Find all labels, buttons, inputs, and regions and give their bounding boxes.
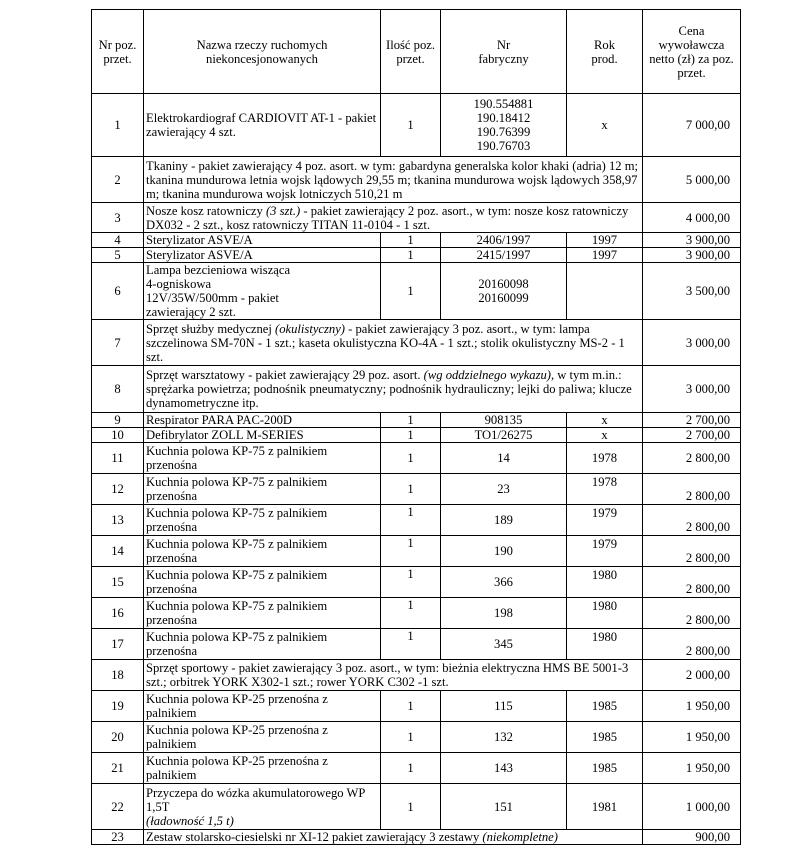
row-nazwa: Kuchnia polowa KP-75 z palnikiem przenośna <box>144 629 381 660</box>
row-fabryczny: 143 <box>441 753 567 784</box>
row-nr: 5 <box>92 248 144 263</box>
row-rok: 1985 <box>567 691 643 722</box>
row-cena <box>643 505 741 536</box>
year-value: 1980 <box>591 599 618 613</box>
table-row <box>92 233 741 248</box>
row-ilosc: 1 <box>381 536 441 567</box>
table-row <box>92 413 741 428</box>
row-cena <box>643 629 741 660</box>
serial-number: 190.76703 <box>476 139 531 153</box>
row-nr: 11 <box>92 443 144 474</box>
row-fabryczny: 2415/1997 <box>441 248 567 263</box>
row-cena <box>643 598 741 629</box>
serial-number: 20160098 <box>478 277 529 291</box>
table-row <box>92 94 741 157</box>
row-fabryczny: 115 <box>441 691 567 722</box>
nazwa-text: Sprzęt warsztatowy - pakiet zawierający 29 poz. asort. <box>146 368 424 382</box>
nazwa-text: - pakiet zawierający 3 poz. asort., w tym: lampa szczelinowa SM-70N - 1 szt.; kaseta okulistyczna KO-4A - 1 szt.; stolik okulistyczny MS-2 - 1 szt. <box>146 321 625 364</box>
row-fabryczny: 366 <box>441 567 567 598</box>
row-nazwa <box>144 366 643 413</box>
row-nazwa: Kuchnia polowa KP-25 przenośna z palnikiem <box>144 753 381 784</box>
row-fabryczny: 189 <box>441 505 567 536</box>
nazwa-italic: (3 szt.) <box>265 203 301 218</box>
row-nr: 1 <box>92 94 144 157</box>
price-value: 2 800,00 <box>685 613 730 627</box>
row-cena: 2 800,00 <box>643 443 741 474</box>
row-nr: 6 <box>92 263 144 320</box>
row-cena <box>643 474 741 505</box>
row-ilosc: 1 <box>381 474 441 505</box>
serial-number: 190.554881 <box>473 97 534 111</box>
price-value: 2 800,00 <box>685 551 730 565</box>
table-row <box>92 428 741 443</box>
row-rok: x <box>567 428 643 443</box>
row-cena: 1 950,00 <box>643 753 741 784</box>
row-cena: 1 950,00 <box>643 722 741 753</box>
table-row <box>92 567 741 598</box>
row-ilosc: 1 <box>381 443 441 474</box>
row-nazwa: Kuchnia polowa KP-75 z palnikiem przenośna <box>144 567 381 598</box>
row-cena: 3 900,00 <box>643 233 741 248</box>
row-ilosc: 1 <box>381 233 441 248</box>
header-row <box>92 10 741 94</box>
row-fabryczny: 2406/1997 <box>441 233 567 248</box>
row-cena: 3 500,00 <box>643 263 741 320</box>
row-fabryczny: 132 <box>441 722 567 753</box>
row-cena: 1 000,00 <box>643 784 741 830</box>
row-cena: 3 900,00 <box>643 248 741 263</box>
row-fabryczny: 151 <box>441 784 567 830</box>
row-rok <box>567 567 643 598</box>
header-fabryczny: Nr fabryczny <box>441 10 567 94</box>
row-cena: 3 000,00 <box>643 320 741 366</box>
row-cena: 1 950,00 <box>643 691 741 722</box>
row-nazwa: Sprzęt sportowy - pakiet zawierający 3 poz. asort., w tym: bieżnia elektryczna HMS BE 5001-3 szt.; orbitrek YORK X302-1 szt.; rower YORK C302 -1 szt. <box>144 660 643 691</box>
row-fabryczny: 345 <box>441 629 567 660</box>
table-row <box>92 660 741 691</box>
row-nazwa: Kuchnia polowa KP-75 z palnikiem przenośna <box>144 598 381 629</box>
header-ilosc: Ilość poz. przet. <box>381 10 441 94</box>
table-row <box>92 474 741 505</box>
row-rok <box>567 505 643 536</box>
row-rok: x <box>567 94 643 157</box>
row-nazwa <box>144 784 381 830</box>
serial-number: 190.76399 <box>476 125 531 139</box>
table-row <box>92 203 741 233</box>
nazwa-text: - pakiet zawierający 2 poz. asort., w tym: nosze kosz ratowniczy DX032 - 2 szt., kosz ratowniczy TITAN 11-0104 - 1 szt. <box>146 203 629 232</box>
nazwa-text: Sprzęt służby medycznej <box>146 321 276 336</box>
table-row <box>92 505 741 536</box>
row-nr: 7 <box>92 320 144 366</box>
table-row <box>92 753 741 784</box>
row-ilosc: 1 <box>381 691 441 722</box>
serial-number: 20160099 <box>478 291 529 305</box>
row-rok: x <box>567 413 643 428</box>
row-ilosc: 1 <box>381 567 441 598</box>
row-rok: 1985 <box>567 753 643 784</box>
table-row <box>92 157 741 203</box>
row-fabryczny: 14 <box>441 443 567 474</box>
row-rok: 1981 <box>567 784 643 830</box>
row-cena: 2 000,00 <box>643 660 741 691</box>
row-cena: 7 000,00 <box>643 94 741 157</box>
year-value: 1979 <box>591 506 618 520</box>
nazwa-text: , w tym m.in.: sprężarka powietrza; podnośnik pneumatyczny; podnośnik hydrauliczny; lejki do paliwa; klucze dynamometryczne itp. <box>146 368 632 410</box>
row-cena: 3 000,00 <box>643 366 741 413</box>
year-value: 1979 <box>591 537 618 551</box>
row-ilosc: 1 <box>381 94 441 157</box>
row-nazwa: Kuchnia polowa KP-25 przenośna z palnikiem <box>144 722 381 753</box>
row-ilosc: 1 <box>381 753 441 784</box>
row-ilosc: 1 <box>381 248 441 263</box>
row-ilosc: 1 <box>381 629 441 660</box>
row-nr: 10 <box>92 428 144 443</box>
row-nazwa: Tkaniny - pakiet zawierający 4 poz. asort. w tym: gabardyna generalska kolor khaki (adria) 12 m; tkanina mundurowa letnia wojsk lądowych 29,55 m; tkanina mundurowa wojsk lądowych 358,97 m; tkanina mundurowa wojsk lotniczych 510,21 m <box>144 157 643 203</box>
row-nazwa: Elektrokardiograf CARDIOVIT AT-1 - pakiet zawierający 4 szt. <box>144 94 381 157</box>
row-nr: 18 <box>92 660 144 691</box>
header-nazwa: Nazwa rzeczy ruchomych niekoncesjonowanych <box>144 10 381 94</box>
row-fabryczny <box>441 263 567 320</box>
table-row <box>92 443 741 474</box>
nazwa-italic: (wg oddzielnego wykazu) <box>423 368 551 382</box>
row-nr: 3 <box>92 203 144 233</box>
row-nazwa: Kuchnia polowa KP-25 przenośna z palnikiem <box>144 691 381 722</box>
table-row <box>92 320 741 366</box>
row-nr: 20 <box>92 722 144 753</box>
row-fabryczny: 908135 <box>441 413 567 428</box>
table-row <box>92 629 741 660</box>
row-nazwa: Lampa bezcieniowa wisząca 4-ogniskowa 12V/35W/500mm - pakiet zawierający 2 szt. <box>144 263 381 320</box>
row-ilosc: 1 <box>381 263 441 320</box>
row-cena: 2 700,00 <box>643 413 741 428</box>
row-nr: 2 <box>92 157 144 203</box>
header-nr: Nr poz. przet. <box>92 10 144 94</box>
row-ilosc: 1 <box>381 598 441 629</box>
row-cena: 4 000,00 <box>643 203 741 233</box>
row-fabryczny: TO1/26275 <box>441 428 567 443</box>
row-cena <box>643 536 741 567</box>
row-nr: 19 <box>92 691 144 722</box>
table-row <box>92 784 741 830</box>
header-cena: Cena wywoławcza netto (zł) za poz. przet. <box>643 10 741 94</box>
row-cena: 900,00 <box>643 830 741 845</box>
table-row <box>92 248 741 263</box>
nazwa-text: Przyczepa do wózka akumulatorowego WP 1,5T <box>146 785 365 814</box>
table-row <box>92 598 741 629</box>
row-rok <box>567 629 643 660</box>
price-value: 2 800,00 <box>685 489 730 503</box>
row-nr: 21 <box>92 753 144 784</box>
row-rok: 1997 <box>567 233 643 248</box>
header-rok: Rok prod. <box>567 10 643 94</box>
row-cena: 5 000,00 <box>643 157 741 203</box>
row-nr: 23 <box>92 830 144 845</box>
row-nr: 15 <box>92 567 144 598</box>
row-nr: 22 <box>92 784 144 830</box>
row-nazwa: Kuchnia polowa KP-75 z palnikiem przenośna <box>144 505 381 536</box>
row-nazwa <box>144 320 643 366</box>
row-nazwa: Kuchnia polowa KP-75 z palnikiem przenośna <box>144 536 381 567</box>
table-row <box>92 722 741 753</box>
row-nr: 17 <box>92 629 144 660</box>
table-row <box>92 830 741 845</box>
row-nazwa: Sterylizator ASVE/A <box>144 233 381 248</box>
row-fabryczny: 190 <box>441 536 567 567</box>
row-nr: 9 <box>92 413 144 428</box>
row-nr: 13 <box>92 505 144 536</box>
row-nr: 8 <box>92 366 144 413</box>
row-cena: 2 700,00 <box>643 428 741 443</box>
row-nr: 12 <box>92 474 144 505</box>
year-value: 1978 <box>591 475 618 489</box>
row-nazwa: Respirator PARA PAC-200D <box>144 413 381 428</box>
year-value: 1980 <box>591 568 618 582</box>
row-nazwa: Sterylizator ASVE/A <box>144 248 381 263</box>
row-ilosc: 1 <box>381 428 441 443</box>
nazwa-italic: (ładowność 1,5 t) <box>146 813 234 828</box>
row-fabryczny <box>441 94 567 157</box>
row-ilosc: 1 <box>381 722 441 753</box>
row-rok <box>567 263 643 320</box>
serial-number: 190.18412 <box>476 111 531 125</box>
row-nr: 16 <box>92 598 144 629</box>
row-rok <box>567 598 643 629</box>
row-nazwa: Kuchnia polowa KP-75 z palnikiem przenośna <box>144 474 381 505</box>
row-nazwa <box>144 203 643 233</box>
nazwa-text: Zestaw stolarsko-ciesielski nr XI-12 pakiet zawierający 3 zestawy <box>146 830 483 844</box>
nazwa-italic: (niekompletne) <box>482 830 558 844</box>
nazwa-text: Nosze kosz ratowniczy <box>146 203 266 218</box>
table-row <box>92 536 741 567</box>
table-row <box>92 263 741 320</box>
row-nr: 4 <box>92 233 144 248</box>
price-value: 2 800,00 <box>685 644 730 658</box>
row-ilosc: 1 <box>381 784 441 830</box>
table-row <box>92 691 741 722</box>
row-nr: 14 <box>92 536 144 567</box>
auction-items-table <box>91 9 741 845</box>
row-fabryczny: 198 <box>441 598 567 629</box>
row-rok: 1978 <box>567 443 643 474</box>
row-nazwa: Kuchnia polowa KP-75 z palnikiem przenośna <box>144 443 381 474</box>
row-fabryczny: 23 <box>441 474 567 505</box>
price-value: 2 800,00 <box>685 582 730 596</box>
year-value: 1980 <box>591 630 618 644</box>
row-nazwa <box>144 830 643 845</box>
table-row <box>92 366 741 413</box>
row-cena <box>643 567 741 598</box>
row-rok <box>567 536 643 567</box>
row-rok <box>567 474 643 505</box>
row-nazwa: Defibrylator ZOLL M-SERIES <box>144 428 381 443</box>
price-value: 2 800,00 <box>685 520 730 534</box>
nazwa-italic: (okulistyczny) <box>275 321 345 336</box>
row-rok: 1997 <box>567 248 643 263</box>
row-ilosc: 1 <box>381 505 441 536</box>
row-rok: 1985 <box>567 722 643 753</box>
row-ilosc: 1 <box>381 413 441 428</box>
